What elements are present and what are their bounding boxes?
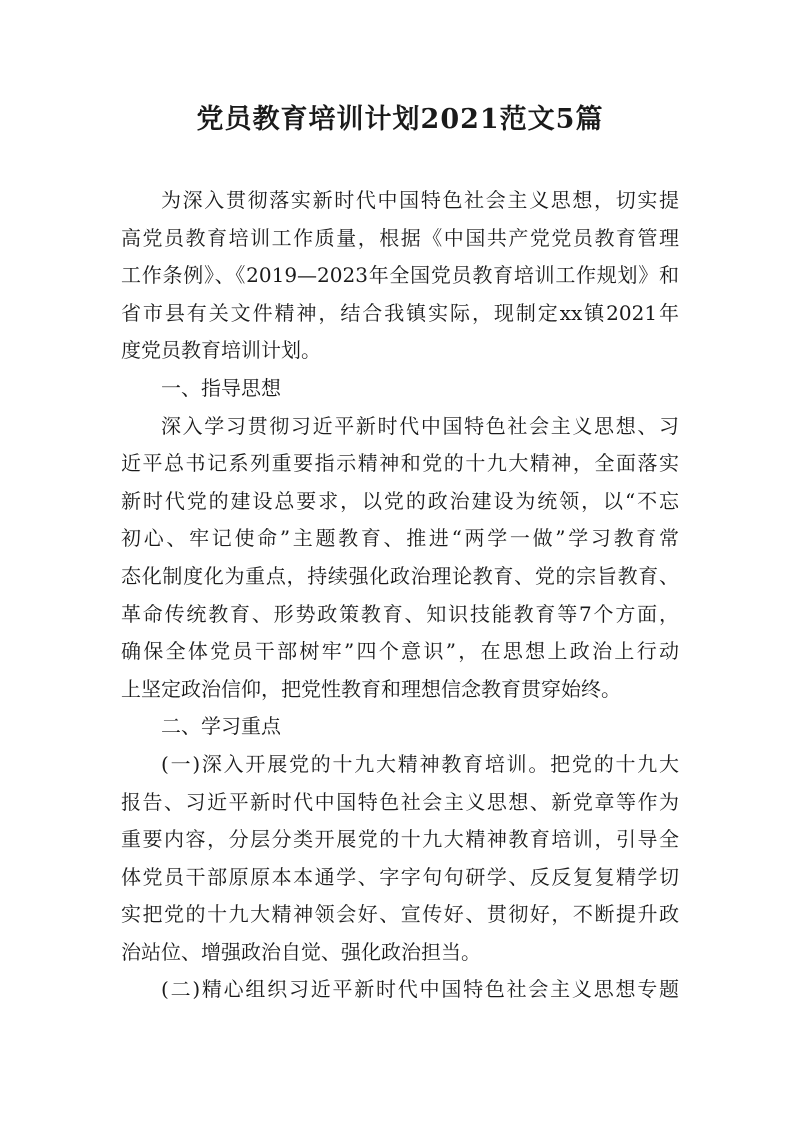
paragraph-line: 革命传统教育、形势政策教育、知识技能教育等7个方面， <box>121 601 679 626</box>
paragraph-line: 初心、牢记使命”主题教育、推进“两学一做”学习教育常 <box>121 526 679 551</box>
paragraph-line: 重要内容，分层分类开展党的十九大精神教育培训，引导全 <box>121 827 679 852</box>
paragraph-line: 体党员干部原原本本通学、字字句句研学、反反复复精学切 <box>121 864 679 889</box>
paragraph-line: 工作条例》、《2019—2023年全国党员教育培训工作规划》和 <box>121 263 679 288</box>
paragraph-line: 度党员教育培训计划。 <box>121 338 321 363</box>
paragraph-line: 实把党的十九大精神领会好、宣传好、贯彻好，不断提升政 <box>121 902 679 927</box>
paragraph-line: 态化制度化为重点，持续强化政治理论教育、党的宗旨教育、 <box>121 563 679 588</box>
document-title: 党员教育培训计划2021范文5篇 <box>196 104 604 135</box>
paragraph-line: 确保全体党员干部树牢”四个意识”，在思想上政治上行动 <box>121 639 679 664</box>
section-heading: 一、指导思想 <box>161 375 281 400</box>
paragraph-line: 省市县有关文件精神，结合我镇实际，现制定xx镇2021年 <box>121 300 679 325</box>
paragraph-line: 治站位、增强政治自觉、强化政治担当。 <box>121 939 481 964</box>
paragraph-line: 报告、习近平新时代中国特色社会主义思想、新党章等作为 <box>121 789 679 814</box>
paragraph-line: 新时代党的建设总要求，以党的政治建设为统领，以“不忘 <box>121 488 679 513</box>
document-body <box>121 182 679 1009</box>
paragraph-line: 近平总书记系列重要指示精神和党的十九大精神，全面落实 <box>121 451 679 476</box>
paragraph-line: (一)深入开展党的十九大精神教育培训。把党的十九大 <box>161 751 679 776</box>
paragraph-line: 深入学习贯彻习近平新时代中国特色社会主义思想、习 <box>161 413 679 438</box>
paragraph-line: 上坚定政治信仰，把党性教育和理想信念教育贯穿始终。 <box>121 676 621 701</box>
paragraph-line: 为深入贯彻落实新时代中国特色社会主义思想，切实提 <box>161 188 679 212</box>
section-heading: 二、学习重点 <box>161 714 281 739</box>
paragraph-line: 高党员教育培训工作质量，根据《中国共产党党员教育管理 <box>121 225 679 250</box>
paragraph-line: (二)精心组织习近平新时代中国特色社会主义思想专题 <box>161 977 679 1002</box>
